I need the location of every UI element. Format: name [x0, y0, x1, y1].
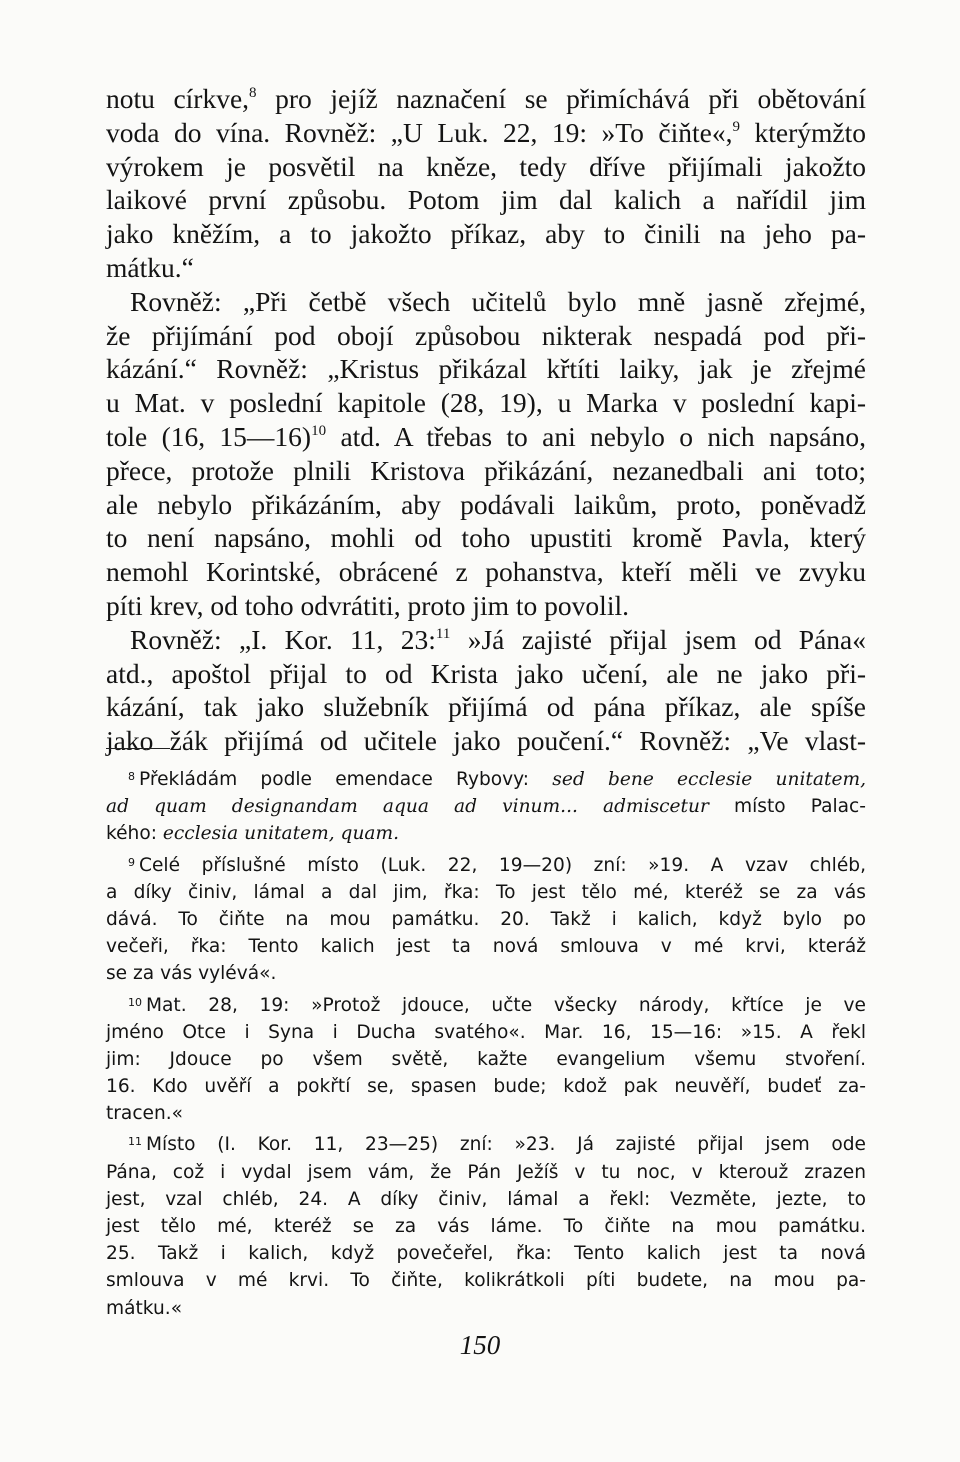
footnote-line [106, 1240, 866, 1267]
text-segment: nemohl Korintské, obrácené z pohanstva, kteří měli ve zvyku [106, 556, 866, 588]
text-line [106, 555, 866, 589]
text-line [106, 116, 866, 150]
text-line [106, 521, 866, 555]
footnote-marker: 10 [128, 995, 142, 1009]
text-segment: jméno Otce i Syna i Ducha svatého«. Mar. 16, 15—16: »15. A řekl [106, 1021, 866, 1043]
text-segment: atd., apoštol přijal to od Krista jako učení, ale ne jako při- [106, 657, 866, 689]
text-segment: »Já zajisté přijal jsem od Pána« [450, 623, 866, 655]
text-segment: atd. A třebas to ani nebylo o nich napsáno, [326, 420, 866, 452]
footnote-line [106, 879, 866, 906]
footnote-line [106, 1131, 866, 1158]
text-line [106, 352, 866, 386]
text-segment: mátku.« [106, 1297, 183, 1319]
text-line [106, 724, 866, 758]
footnote-line [106, 1295, 866, 1322]
text-segment: ale nebylo přikázáním, aby podávali laikům, proto, poněvadž [106, 488, 866, 520]
footnote [106, 1131, 866, 1321]
footnote [106, 992, 866, 1128]
footnote-separator [106, 748, 170, 749]
text-line [106, 420, 866, 454]
text-segment: jim: Jdouce po všem světě, kažte evangelium všemu stvoření. [106, 1048, 866, 1070]
text-segment: Rovněž: „I. Kor. 11, 23: [130, 623, 436, 655]
footnote [106, 766, 866, 848]
text-segment: tole (16, 15—16) [106, 420, 312, 452]
text-segment: dává. To čiňte na mou památku. 20. Takž i kalich, když bylo po [106, 908, 866, 930]
text-segment: Místo (I. Kor. 11, 23—25) zní: »23. Já zajisté přijal jsem ode [146, 1134, 866, 1156]
footnote-marker: 11 [128, 1135, 142, 1149]
text-segment: přece, protože plnili Kristova přikázání, nezanedbali ani toto; [106, 454, 866, 486]
text-segment: 25. Takž i kalich, když povečeřel, řka: Tento kalich jest ta nová [106, 1243, 866, 1265]
text-segment: Pána, což i vydal jsem vám, že Pán Ježíš v tu noc, v kterouž zrazen [106, 1161, 866, 1183]
footnote-line [106, 992, 866, 1019]
text-line [106, 386, 866, 420]
footnote-line [106, 906, 866, 933]
footnote-line [106, 766, 866, 793]
italic-text: sed bene ecclesie unitatem, [552, 769, 866, 790]
text-segment: kázání, tak jako služebník přijímá od pána příkaz, ale spíše [106, 691, 866, 723]
text-segment: se za vás vylévá«. [106, 963, 277, 985]
text-segment: tracen.« [106, 1103, 184, 1125]
text-segment: Celé příslušné místo (Luk. 22, 19—20) zní: »19. A vzav chléb, [139, 854, 866, 876]
text-line [106, 657, 866, 691]
text-segment: voda do vína. Rovněž: „U Luk. 22, 19: »To čiňte«, [106, 116, 733, 148]
text-segment: místo Palac- [708, 796, 866, 818]
footnotes [106, 766, 866, 1326]
footnote-line [106, 1019, 866, 1046]
text-line [106, 183, 866, 217]
text-line [106, 488, 866, 522]
text-segment: píti krev, od toho odvrátiti, proto jim to povolil. [106, 589, 629, 621]
footnote-line [106, 1046, 866, 1073]
footnote-marker: 10 [311, 422, 327, 439]
text-segment: to není napsáno, mohli od toho upustiti kromě Pavla, který [106, 522, 866, 554]
footnote [106, 852, 866, 988]
footnote-line [106, 1159, 866, 1186]
text-segment: kého: [106, 823, 163, 845]
text-line [106, 454, 866, 488]
text-line [106, 589, 866, 623]
text-line [106, 82, 866, 116]
footnote-marker: 11 [435, 625, 451, 642]
text-segment: jako žák přijímá od učitele jako poučení.“ Rovněž: „Ve vlast- [106, 725, 866, 757]
footnote-line [106, 1073, 866, 1100]
footnote-line [106, 1267, 866, 1294]
footnote-marker: 9 [128, 855, 135, 869]
text-segment: Rovněž: „Při četbě všech učitelů bylo mně jasně zřejmé, [130, 285, 866, 317]
text-segment: 16. Kdo uvěří a pokřtí se, spasen bude; kdož pak neuvěří, budeť za- [106, 1076, 866, 1098]
text-segment: jest tělo mé, kteréž se za vás láme. To čiňte na mou památku. [106, 1216, 866, 1237]
text-segment: výrokem je posvětil na kněze, tedy dříve přijímali jakožto [106, 150, 866, 182]
text-line [106, 319, 866, 353]
text-line [106, 217, 866, 251]
text-segment: mátku.“ [106, 251, 194, 283]
text-segment: pro jejíž naznačení se přimíchává při obětování [256, 83, 866, 114]
text-segment: že přijímání pod obojí způsobou nikterak nespadá pod při- [106, 319, 866, 351]
text-line [106, 150, 866, 184]
text-segment: Překládám podle emendace Rybovy: [139, 769, 553, 790]
text-segment: laikové první způsobu. Potom jim dal kalich a nařídil jim [106, 184, 866, 216]
footnote-line [106, 960, 866, 987]
text-segment: smlouva v mé krvi. To čiňte, kolikrátkoli píti budete, na mou pa- [106, 1270, 866, 1292]
text-line [106, 251, 866, 285]
footnote-line [106, 852, 866, 879]
text-segment: a díky činiv, lámal a dal jim, řka: To jest tělo mé, kteréž se za vás [106, 881, 866, 903]
footnote-marker: 8 [128, 770, 135, 783]
text-segment: jest, vzal chléb, 24. A díky činiv, lámal a řekl: Vezměte, jezte, to [106, 1188, 866, 1210]
main-text [106, 82, 866, 758]
page-number: 150 [459, 1330, 501, 1360]
footnote-line [106, 1100, 866, 1127]
text-line [106, 285, 866, 319]
text-segment: kázání.“ Rovněž: „Kristus přikázal křtíti laiky, jak je zřejmé [106, 353, 866, 385]
footnote-marker: 8 [249, 85, 257, 101]
footnote-marker: 9 [732, 118, 740, 135]
text-segment: jako kněžím, a to jakožto příkaz, aby to činili na jeho pa- [106, 218, 866, 250]
text-line [106, 690, 866, 724]
text-line [106, 623, 866, 657]
footnote-line [106, 1213, 866, 1240]
footnote-line [106, 1186, 866, 1213]
text-segment: notu církve, [106, 83, 250, 114]
footnote-line [106, 820, 866, 847]
footnote-line [106, 933, 866, 960]
text-segment: kterýmžto [740, 116, 866, 148]
italic-text: ecclesia unitatem, quam. [162, 823, 400, 845]
italic-text: ad quam designandam aqua ad vinum... admiscetur [106, 796, 709, 818]
text-segment: večeři, řka: Tento kalich jest ta nová smlouva v mé krvi, kteráž [106, 936, 866, 958]
footnote-line [106, 793, 866, 820]
text-segment: u Mat. v poslední kapitole (28, 19), u Marka v poslední kapi- [106, 387, 866, 419]
text-segment: Mat. 28, 19: »Protož jdouce, učte všecky národy, křtíce je ve [146, 994, 866, 1016]
